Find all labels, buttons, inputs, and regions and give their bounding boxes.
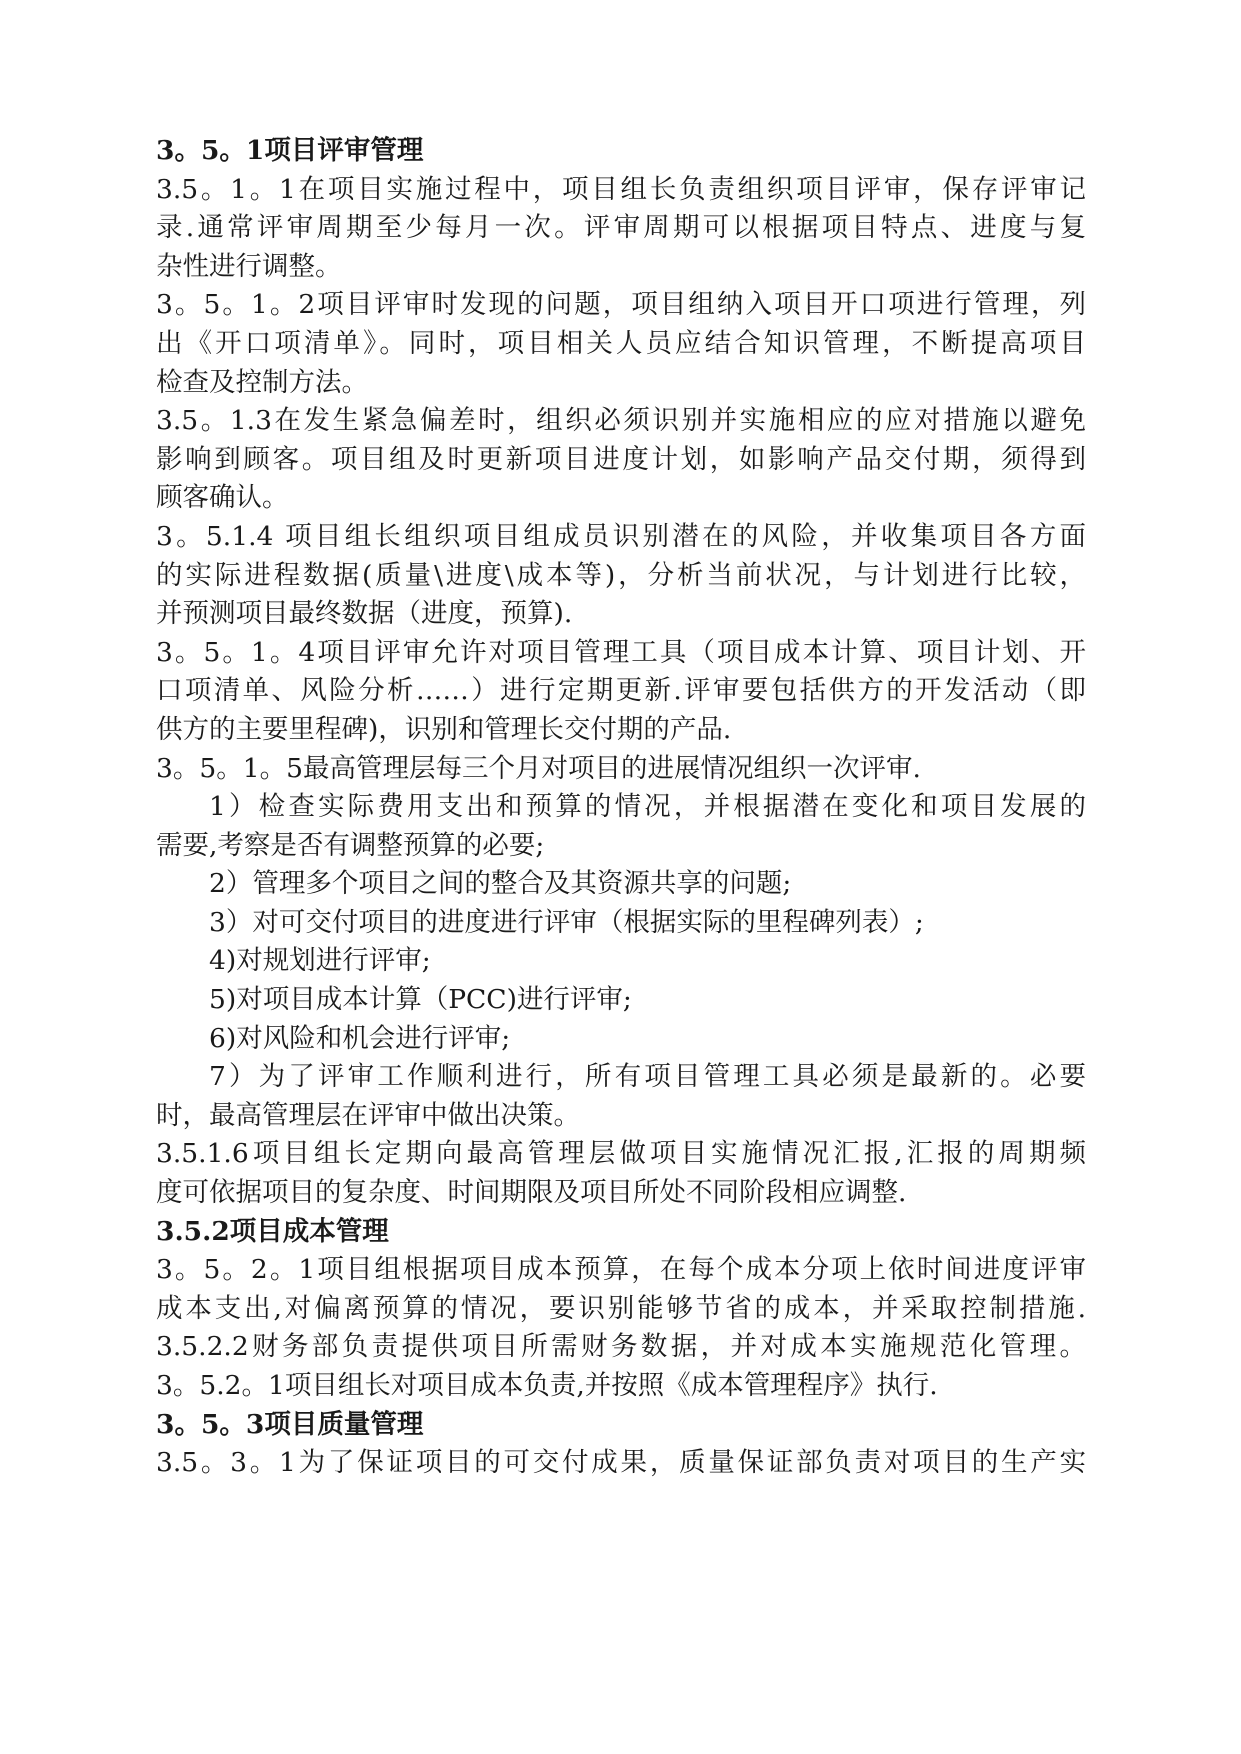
text-line: 3.5.1.6项目组长定期向最高管理层做项目实施情况汇报,汇报的周期频 [156, 1138, 1086, 1170]
text-line: 3。5.1.4 项目组长组织项目组成员识别潜在的风险，并收集项目各方面 [156, 520, 1086, 552]
text-line: 时，最高管理层在评审中做出决策。 [156, 1099, 580, 1131]
text-line: 7）为了评审工作顺利进行，所有项目管理工具必须是最新的。必要 [209, 1061, 1086, 1093]
text-line: 供方的主要里程碑)，识别和管理长交付期的产品. [156, 713, 732, 745]
text-line: 3.5.2.2财务部负责提供项目所需财务数据，并对成本实施规范化管理。 [156, 1331, 1086, 1363]
text-line: 6)对风险和机会进行评审; [209, 1022, 511, 1054]
text-line: 3。5。1。5最高管理层每三个月对项目的进展情况组织一次评审. [156, 752, 921, 784]
document-page [156, 132, 1086, 1483]
section-heading: 3.5.2项目成本管理 [156, 1215, 389, 1247]
text-line: 杂性进行调整。 [156, 250, 342, 282]
text-line: 3.5。1.3在发生紧急偏差时，组织必须识别并实施相应的应对措施以避免 [156, 405, 1086, 437]
text-line: 5)对项目成本计算（PCC)进行评审; [209, 984, 632, 1016]
text-line: 3。5。2。1项目组根据项目成本预算，在每个成本分项上依时间进度评审 [156, 1254, 1086, 1286]
text-line: 3）对可交付项目的进度进行评审（根据实际的里程碑列表）; [209, 906, 924, 938]
text-line: 4)对规划进行评审; [209, 945, 431, 977]
text-line: 顾客确认。 [156, 482, 289, 514]
text-line: 的实际进程数据(质量\进度\成本等)，分析当前状况，与计划进行比较， [156, 559, 1086, 591]
text-line: 录.通常评审周期至少每月一次。评审周期可以根据项目特点、进度与复 [156, 212, 1086, 244]
text-line: 3.5。3。1为了保证项目的可交付成果，质量保证部负责对项目的生产实 [156, 1447, 1086, 1479]
text-line: 需要,考察是否有调整预算的必要; [156, 829, 545, 861]
text-line: 3。5.2。1项目组长对项目成本负责,并按照《成本管理程序》执行. [156, 1370, 938, 1401]
text-line: 检查及控制方法。 [156, 366, 368, 398]
text-line: 3.5。1。1在项目实施过程中，项目组长负责组织项目评审，保存评审记 [156, 173, 1086, 205]
text-line: 3。5。1。4项目评审允许对项目管理工具（项目成本计算、项目计划、开 [156, 636, 1086, 668]
text-line: 成本支出,对偏离预算的情况，要识别能够节省的成本，并采取控制措施. [156, 1292, 1086, 1324]
text-line: 1）检查实际费用支出和预算的情况，并根据潜在变化和项目发展的 [209, 791, 1086, 823]
section-heading: 3。5。1项目评审管理 [156, 135, 424, 166]
section-heading: 3。5。3项目质量管理 [156, 1408, 424, 1440]
text-line: 度可依据项目的复杂度、时间期限及项目所处不同阶段相应调整. [156, 1177, 907, 1209]
text-line: 口项清单、风险分析……）进行定期更新.评审要包括供方的开发活动（即 [156, 675, 1086, 707]
text-line: 影响到顾客。项目组及时更新项目进度计划，如影响产品交付期，须得到 [156, 443, 1086, 475]
text-line: 出《开口项清单》。同时，项目相关人员应结合知识管理，不断提高项目 [156, 327, 1086, 359]
text-line: 2）管理多个项目之间的整合及其资源共享的问题; [209, 868, 792, 900]
text-line: 并预测项目最终数据（进度，预算). [156, 598, 573, 630]
text-line: 3。5。1。2项目评审时发现的问题，项目组纳入项目开口项进行管理，列 [156, 289, 1086, 321]
